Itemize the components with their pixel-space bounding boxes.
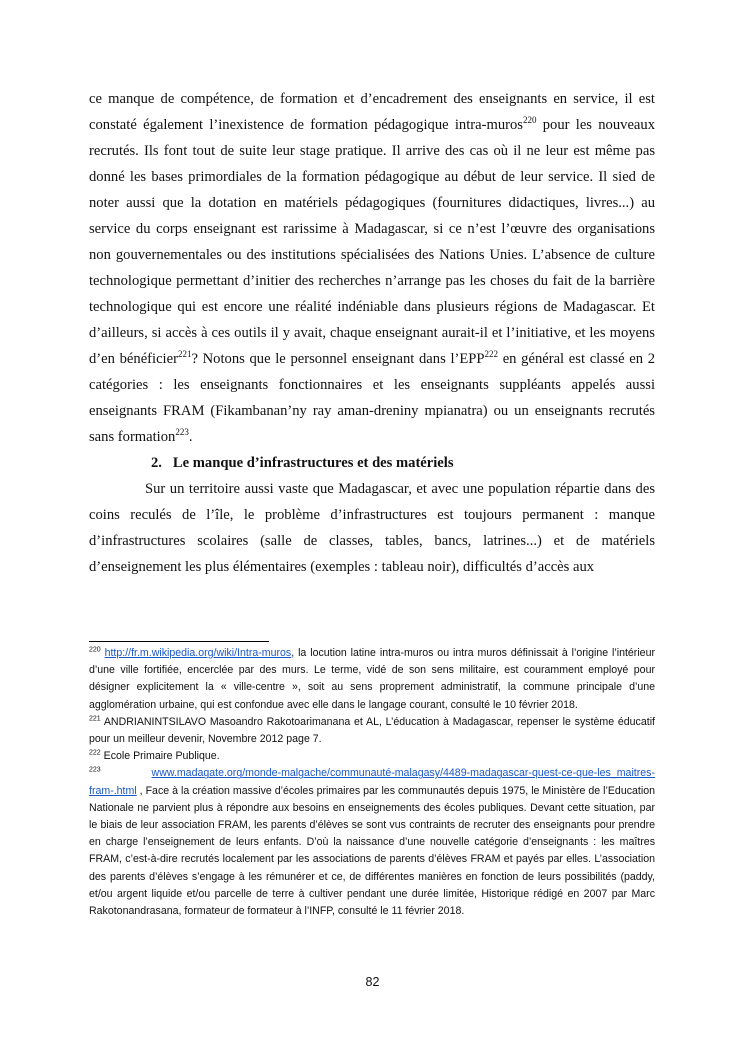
footnote-ref-223[interactable]: 223 <box>175 427 189 438</box>
footnote-text: Ecole Primaire Publique. <box>100 750 220 763</box>
footnote-220 <box>89 645 655 714</box>
footnote-222 <box>89 748 655 765</box>
section-heading <box>89 450 655 476</box>
section-number: 2. <box>151 455 162 471</box>
footnote-223 <box>89 765 655 920</box>
footnote-text: , la locution latine intra-muros ou intra muros définissait à l’origine l’intérieur d’une ville fortifiée, encerclée par des murs. Le terme, vidé de son sens militaire, est couramment employé pour désigner explicitement la « ville-centre », soit au sens proprement administratif, la commune principale d’une agglomération urbaine, qui est confondue avec elle dans le langage courant, consulté le 10 février 2018. <box>89 647 655 711</box>
footnote-text: , Face à la création massive d’écoles primaires par les communautés depuis 1975, le Ministère de l’Education Nationale ne parvient plus à répondre aux besoins en enseignements des écoles publiques. Devant cette situation, par le biais de leur association FRAM, les parents d’élèves se sont vus contraints de recruter des enseignants pour prendre en charge l’enseignement de leurs enfants. D’où la naissance d’une nouvelle catégorie d’enseignants : les maîtres FRAM, c’est-à-dire recrutés localement par les associations de parents d’élèves FRAM et payés par elles. L’association des parents d’élèves s’engage à les rémunérer et ce, de différentes manières en fonction de leurs possibilités (paddy, et/ou argent liquide et/ou parcelle de terre à cultiver pendant une durée limitée, Historique rédigé en 2007 par Marc Rakotonandrasana, formateur de formateur à l’INFP, consulté le 11 février 2018. <box>89 784 655 918</box>
page-number: 82 <box>365 975 380 989</box>
footnote-number: 222 <box>89 749 101 757</box>
footnote-number: 220 <box>89 646 101 654</box>
footnote-ref-220[interactable]: 220 <box>522 115 537 126</box>
paragraph-text: . <box>188 429 193 445</box>
footnote-link[interactable]: www.madagate.org/monde-malgache/communauté-malagasy/4489-madagascar-quest-ce-que-les_maitres-fram-.html <box>89 767 655 797</box>
paragraph-text: en général est classé en 2 catégories : les enseignants fonctionnaires et les enseignants suppléants appelés aussi enseignants FRAM (Fikambanan’ny ray aman-dreniny mpianatra) ou un enseignants recrutés sans formation <box>89 351 656 445</box>
paragraph-text: ce manque de compétence, de formation et d’encadrement des enseignants en service, il est constaté également l’inexistence de formation pédagogique intra-muros <box>89 91 655 133</box>
section-title: Le manque d’infrastructures et des matériels <box>172 455 454 471</box>
footnote-number: 223 <box>89 766 101 774</box>
footnote-number: 221 <box>89 715 101 723</box>
footnote-separator <box>89 641 269 642</box>
paragraph-1 <box>89 86 655 450</box>
body-text <box>89 86 655 580</box>
footnote-link[interactable]: http://fr.m.wikipedia.org/wiki/Intra-muros <box>104 647 292 659</box>
footnote-ref-222[interactable]: 222 <box>484 349 499 360</box>
paragraph-2: Sur un territoire aussi vaste que Madagascar, et avec une population répartie dans des coins reculés de l’île, le problème d’infrastructures est toujours permanent : manque d’infrastructures scolaires (salle de classes, tables, bancs, latrines...) et de matériels d’enseignement les plus élémentaires (exemples : tableau noir), difficultés d’accès aux <box>89 481 655 575</box>
paragraph-text: pour les nouveaux recrutés. Ils font tout de suite leur stage pratique. Il arrive des cas où il ne leur est même pas donné les bases primordiales de la formation pédagogique au début de leur service. Il sied de noter aussi que la dotation en matériels pédagogiques (fournitures didactiques, livres...) au service du corps enseignant est rarissime à Madagascar, si ce n’est l’œuvre des organisations non gouvernementales ou des institutions spécialisées des Nations Unies. L’absence de culture technologique permettant d’initier des recherches n’arrange pas les choses du fait de la barrière technologique qui est encore une réalité indéniable dans plusieurs régions de Madagascar. Et d’ailleurs, si accès à ces outils il y avait, chaque enseignant aurait-il et l’initiative, et les moyens d’en bénéficier <box>89 117 655 367</box>
paragraph-text: ? Notons que le personnel enseignant dans l’EPP <box>191 351 485 367</box>
footnote-text: ANDRIANINTSILAVO Masoandro Rakotoarimanana et AL, L’éducation à Madagascar, repenser le système éducatif pour un meilleur devenir, Novembre 2012 page 7. <box>89 715 655 746</box>
footnotes <box>89 645 655 920</box>
footnote-ref-221[interactable]: 221 <box>177 349 192 360</box>
footnote-221 <box>89 714 655 748</box>
